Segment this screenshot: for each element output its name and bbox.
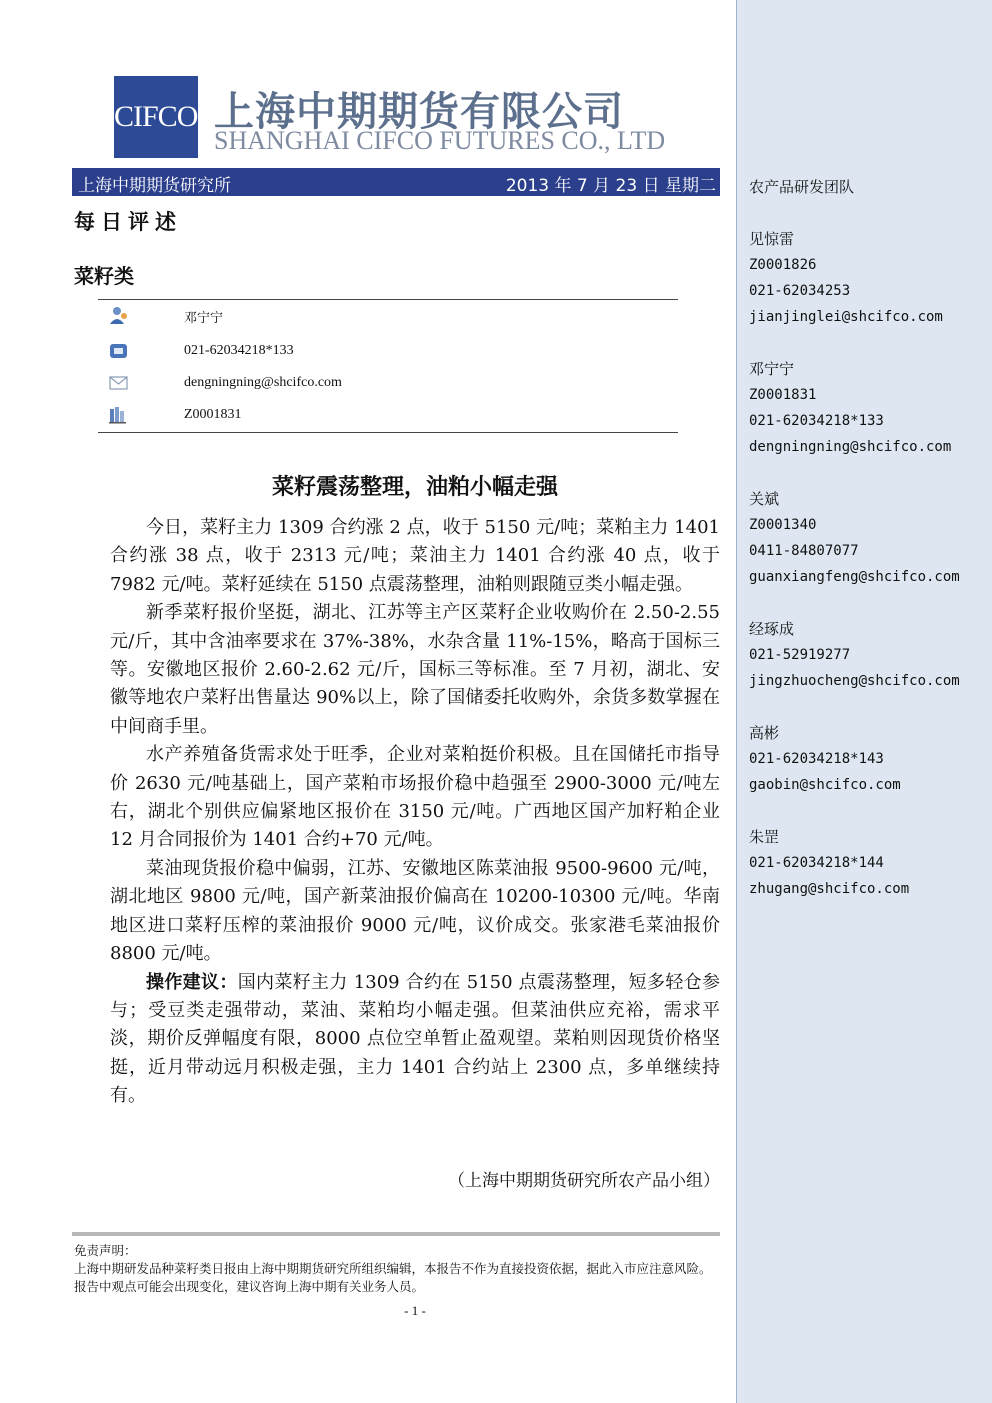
disclaimer-text: 上海中期研发品种菜籽类日报由上海中期期货研究所组织编辑，本报告不作为直接投资依据，据此入市应注意风险。报告中观点可能会出现变化，建议咨询上海中期有关业务人员。 xyxy=(74,1261,712,1294)
article-signature: （上海中期期货研究所农产品小组） xyxy=(448,1171,720,1191)
paragraph-rapeseed-prices: 新季菜籽报价坚挺，湖北、江苏等主产区菜籽企业收购价在 2.50-2.55 元/斤，其中含油率要求在 37%-38%，水杂含量 11%-15%，略高于国标三等。安徽地区报价 2.60-2.62 元/斤，国标三等标准。至 7 月初，湖北、安徽等地农户菜籽出售量达 90%以上，除了国储委托收购外，余货多数掌握在中间商手里。 xyxy=(110,602,720,737)
category-title: 菜籽类 xyxy=(74,264,134,288)
analyst-card xyxy=(749,720,989,798)
analyst-email: guanxiangfeng@shcifco.com xyxy=(749,569,960,585)
analyst-phone: 021-62034218*143 xyxy=(749,751,884,767)
contact-name: 邓宁宁 xyxy=(184,311,224,326)
person-icon xyxy=(108,305,130,325)
analyst-phone: 0411-84807077 xyxy=(749,543,859,559)
contact-top-rule xyxy=(98,299,678,300)
analyst-name: 经琢成 xyxy=(749,620,795,638)
page-number: - 1 - xyxy=(404,1303,426,1318)
contact-bottom-rule xyxy=(98,432,678,433)
analyst-phone: 021-62034218*133 xyxy=(749,413,884,429)
footer-rule xyxy=(72,1232,720,1236)
analyst-name: 高彬 xyxy=(749,724,780,742)
analyst-card xyxy=(749,356,989,460)
advice-text: 国内菜籽主力 1309 合约在 5150 点震荡整理，短多轻仓参与；受豆类走强带动，菜油、菜粕均小幅走强。但菜油供应充裕，需求平淡，期价反弹幅度有限，8000 点位空单暂止盈观望。菜粕则因现货价格坚挺，近月带动远月积极走强，主力 1401 合约站上 2300 点，多单继续持有。 xyxy=(110,971,720,1107)
analyst-name: 邓宁宁 xyxy=(749,360,795,378)
analyst-name: 关斌 xyxy=(749,490,780,508)
contact-license: Z0001831 xyxy=(184,407,242,422)
analyst-email: jingzhuocheng@shcifco.com xyxy=(749,673,960,689)
research-team-sidebar xyxy=(736,0,992,1403)
analyst-name: 见惊雷 xyxy=(749,230,795,248)
analyst-card xyxy=(749,226,989,330)
analyst-phone: 021-52919277 xyxy=(749,647,851,663)
phone-icon xyxy=(108,341,130,361)
analyst-license: Z0001340 xyxy=(749,517,817,533)
id-card-icon xyxy=(108,405,130,425)
contact-phone: 021-62034218*133 xyxy=(184,343,294,358)
disclaimer-label: 免责声明： xyxy=(74,1243,137,1258)
paragraph-rapeseed-oil: 菜油现货报价稳中偏弱，江苏、安徽地区陈菜油报 9500-9600 元/吨，湖北地区 9800 元/吨，国产新菜油报价偏高在 10200-10300 元/吨。华南地区进口菜籽压榨的菜油报价 9000 元/吨，议价成交。张家港毛菜油报价 8800 元/吨。 xyxy=(110,857,720,965)
paragraph-rapeseed-meal: 水产养殖备货需求处于旺季，企业对菜粕挺价积极。且在国储托市指导价 2630 元/吨基础上，国产菜粕市场报价稳中趋强至 2900-3000 元/吨左右，湖北个别供应偏紧地区报价在 3150 元/吨。广西地区国产加籽粕企业 12 月合同报价为 1401 合约+70 元/吨。 xyxy=(110,744,720,851)
analyst-email: zhugang@shcifco.com xyxy=(749,881,910,897)
analyst-card xyxy=(749,824,989,902)
analyst-name: 朱罡 xyxy=(749,828,780,846)
analyst-card xyxy=(749,616,989,694)
paragraph-advice xyxy=(110,969,720,1111)
analyst-email: jianjinglei@shcifco.com xyxy=(749,309,943,325)
institute-name: 上海中期期货研究所 xyxy=(78,176,231,196)
analyst-email: gaobin@shcifco.com xyxy=(749,777,901,793)
analyst-phone: 021-62034218*144 xyxy=(749,855,884,871)
analyst-license: Z0001826 xyxy=(749,257,817,273)
header-bar xyxy=(72,168,720,196)
paragraph-market-summary: 今日，菜籽主力 1309 合约涨 2 点，收于 5150 元/吨；菜粕主力 1401 合约涨 38 点，收于 2313 元/吨；菜油主力 1401 合约涨 40 点，收于 7982 元/吨。菜籽延续在 5150 点震荡整理，油粕则跟随豆类小幅走强。 xyxy=(110,517,720,595)
logo-cifco-text: CIFCO xyxy=(114,100,198,133)
report-date: 2013 年 7 月 23 日 星期二 xyxy=(505,176,716,196)
company-name-cn: 上海中期期货有限公司 xyxy=(214,89,624,135)
analyst-card xyxy=(749,486,989,590)
advice-label: 操作建议： xyxy=(146,971,238,993)
contact-email: dengningning@shcifco.com xyxy=(184,375,342,390)
analyst-email: dengningning@shcifco.com xyxy=(749,439,952,455)
article-body xyxy=(110,514,720,1111)
article-title: 菜籽震荡整理，油粕小幅走强 xyxy=(271,475,558,500)
envelope-icon xyxy=(108,373,130,393)
section-title: 每日评述 xyxy=(74,210,182,234)
sidebar-title: 农产品研发团队 xyxy=(749,178,855,196)
analyst-phone: 021-62034253 xyxy=(749,283,851,299)
company-name-en: SHANGHAI CIFCO FUTURES CO., LTD xyxy=(214,126,666,155)
analyst-license: Z0001831 xyxy=(749,387,817,403)
disclaimer xyxy=(74,1242,720,1296)
